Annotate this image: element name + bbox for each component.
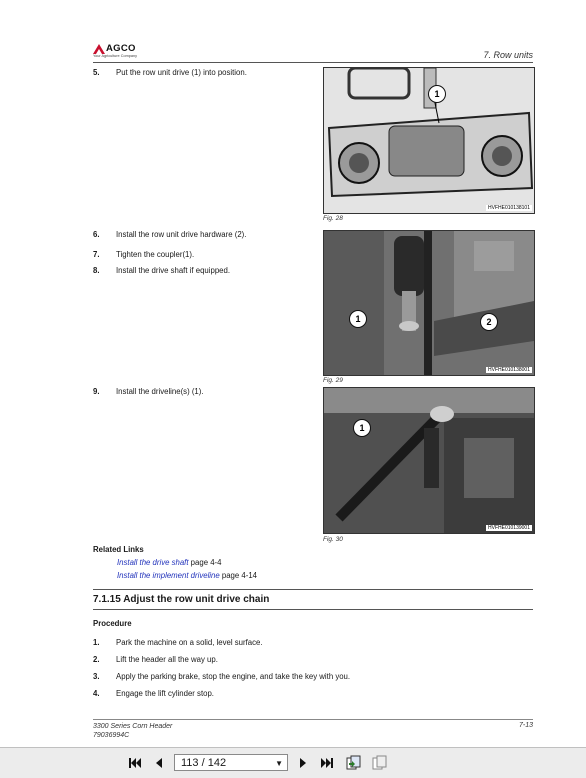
header-rule [93,62,533,63]
step-number: 4. [93,689,100,698]
figure-code: HVFHE01013900​1 [488,525,530,531]
step-item [93,68,247,78]
last-page-icon[interactable] [320,756,334,770]
figure-28-photo [323,67,535,214]
step-number: 9. [93,387,100,396]
related-link-drive-shaft[interactable]: Install the drive shaft [117,558,189,567]
step-number: 8. [93,266,100,275]
step-item [93,230,246,240]
callout-2: 2 [480,313,498,331]
chevron-down-icon: ▼ [275,759,283,768]
fit-width-icon[interactable] [372,755,388,771]
page-indicator: 113 / 142 [181,757,227,769]
driveline-photo [324,388,534,533]
viewer-toolbar [0,747,586,778]
footer-page-ref: 7-13 [518,722,533,729]
figure-caption: Fig. 28 [323,215,343,222]
footer-rule [93,719,533,720]
step-text: Lift the header all the way up. [116,655,218,664]
step-text: Tighten the coupler(1). [116,250,195,259]
step-text: Apply the parking brake, stop the engine, and take the key with you. [116,672,351,681]
step-text: Install the row unit drive hardware (2). [116,230,247,239]
step-number: 6. [93,230,100,239]
section-top-rule [93,589,533,590]
step-text: Engage the lift cylinder stop. [116,689,214,698]
figure-29-photo [323,230,535,376]
logo-subtitle: Your Agriculture Company [93,54,137,58]
procedure-step [93,689,214,699]
figure-caption: Fig. 30 [323,536,343,543]
step-number: 7. [93,250,100,259]
step-text: Install the drive shaft if equipped. [116,266,230,275]
step-number: 3. [93,672,100,681]
callout-1: 1 [349,310,367,328]
related-link-page: page 4-14 [219,571,258,580]
figure-code: HVFHE01013810​1 [488,205,530,211]
step-item [93,266,230,276]
step-item [93,250,194,260]
procedure-heading: Procedure [93,619,132,628]
step-text: Install the driveline(s) (1). [116,387,204,396]
related-link-item [117,571,257,580]
step-number: 2. [93,655,100,664]
procedure-step [93,638,263,648]
page-number-select[interactable] [174,754,288,771]
step-text: Park the machine on a solid, level surface. [116,638,263,647]
related-link-item [117,558,221,567]
callout-1: 1 [428,85,446,103]
section-title: 7.1.15 Adjust the row unit drive chain [93,594,270,605]
section-bottom-rule [93,609,533,610]
footer-product-name: 3300 Series Corn Header [93,723,173,730]
footer-doc-number: 79036994C [93,732,130,739]
drive-hardware-photo [324,231,534,375]
first-page-icon[interactable] [128,756,142,770]
callout-1: 1 [353,419,371,437]
figure-code: HVFHE01013800​1 [488,367,530,373]
procedure-step [93,655,218,665]
footer-product [93,722,172,740]
step-number: 1. [93,638,100,647]
prev-page-icon[interactable] [152,756,166,770]
chapter-title: 7. Row units [483,50,533,60]
next-page-icon[interactable] [296,756,310,770]
step-item [93,387,204,397]
figure-caption: Fig. 29 [323,377,343,384]
fit-page-icon[interactable] [346,755,362,771]
related-link-page: page 4-4 [188,558,222,567]
agco-logo-mark-icon [93,44,105,54]
step-number: 5. [93,68,100,77]
procedure-step [93,672,350,682]
agco-logo [93,44,153,62]
related-link-implement-driveline[interactable]: Install the implement driveline [117,571,220,580]
step-text: Put the row unit drive (1) into position. [116,68,247,77]
related-links-title: Related Links [93,545,144,554]
logo-text: AGCO [106,43,136,54]
figure-30-photo [323,387,535,534]
